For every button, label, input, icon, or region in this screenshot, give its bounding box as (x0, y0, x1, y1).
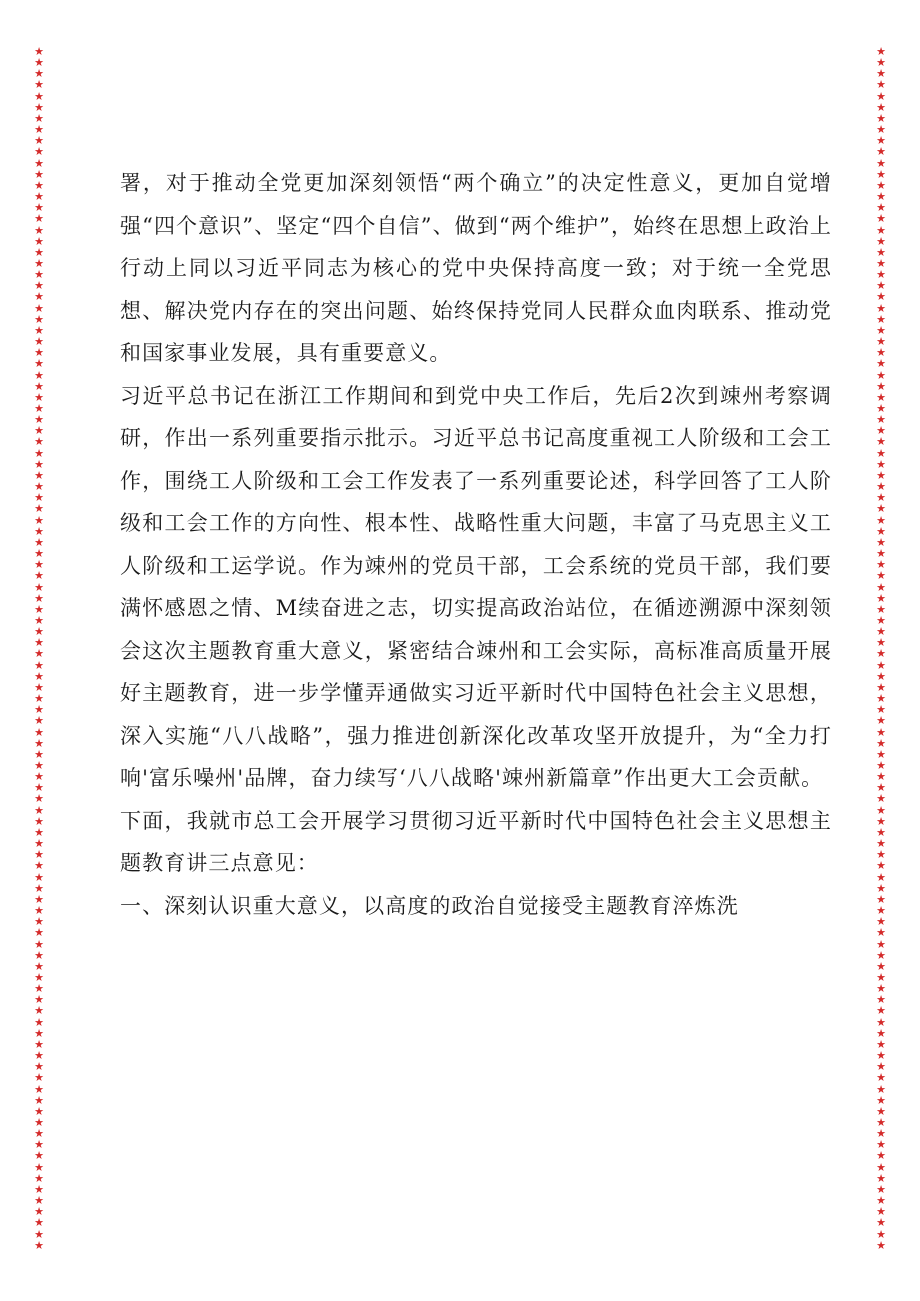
section-heading-one: 一、深刻认识重大意义，以高度的政治自觉接受主题教育淬炼洗 (120, 893, 739, 918)
left-star-border: ★★★★★★★★★★★★★★★★★★★★★★★★★★★★★★★★★★★★★★★★★★★★★★★★★★★★★★★★★★★★★★★★★★★★★★★★★★★★★★★★★★★★★★★★★★★★★★★★★★★★★★★★★★★★ (34, 46, 44, 1252)
right-star-border: ★★★★★★★★★★★★★★★★★★★★★★★★★★★★★★★★★★★★★★★★★★★★★★★★★★★★★★★★★★★★★★★★★★★★★★★★★★★★★★★★★★★★★★★★★★★★★★★★★★★★★★★★★★★★ (876, 46, 886, 1252)
paragraph-instructions: 习近平总书记在浙江工作期间和到党中央工作后，先后2次到竦州考察调研，作出一系列重要指示批示。习近平总书记高度重视工人阶级和工会工作，围绕工人阶级和工会工作发表了一系列重要论述，科学回答了工人阶级和工会工作的方向性、根本性、战略性重大问题，丰富了马克思主义工人阶级和工运学说。作为竦州的党员干部，工会系统的党员干部，我们要满怀感恩之情、M续奋进之志，切实提高政治站位，在循迹溯源中深刻领会这次主题教育重大意义，紧密结合竦州和工会实际，高标准高质量开展好主题教育，进一步学懂弄通做实习近平新时代中国特色社会主义思想，深入实施“八八战略”，强力推进创新深化改革攻坚开放提升，为“全力打响'富乐噪州'品牌，奋力续写‘八八战略'竦州新篇章”作出更大工会贡献。 (120, 383, 832, 790)
paragraph-significance: 署，对于推动全党更加深刻领悟“两个确立”的决定性意义，更加自觉增强“四个意识”、坚定“四个自信”、做到“两个维护”，始终在思想上政治上行动上同以习近平同志为核心的党中央保持高度一致；对于统一全党思想、解决党内存在的突出问题、始终保持党同人民群众血肉联系、推动党和国家事业发展，具有重要意义。 (120, 171, 832, 365)
document-body (120, 162, 832, 927)
paragraph-intro-opinions: 下面，我就市总工会开展学习贯彻习近平新时代中国特色社会主义思想主题教育讲三点意见： (120, 808, 832, 875)
